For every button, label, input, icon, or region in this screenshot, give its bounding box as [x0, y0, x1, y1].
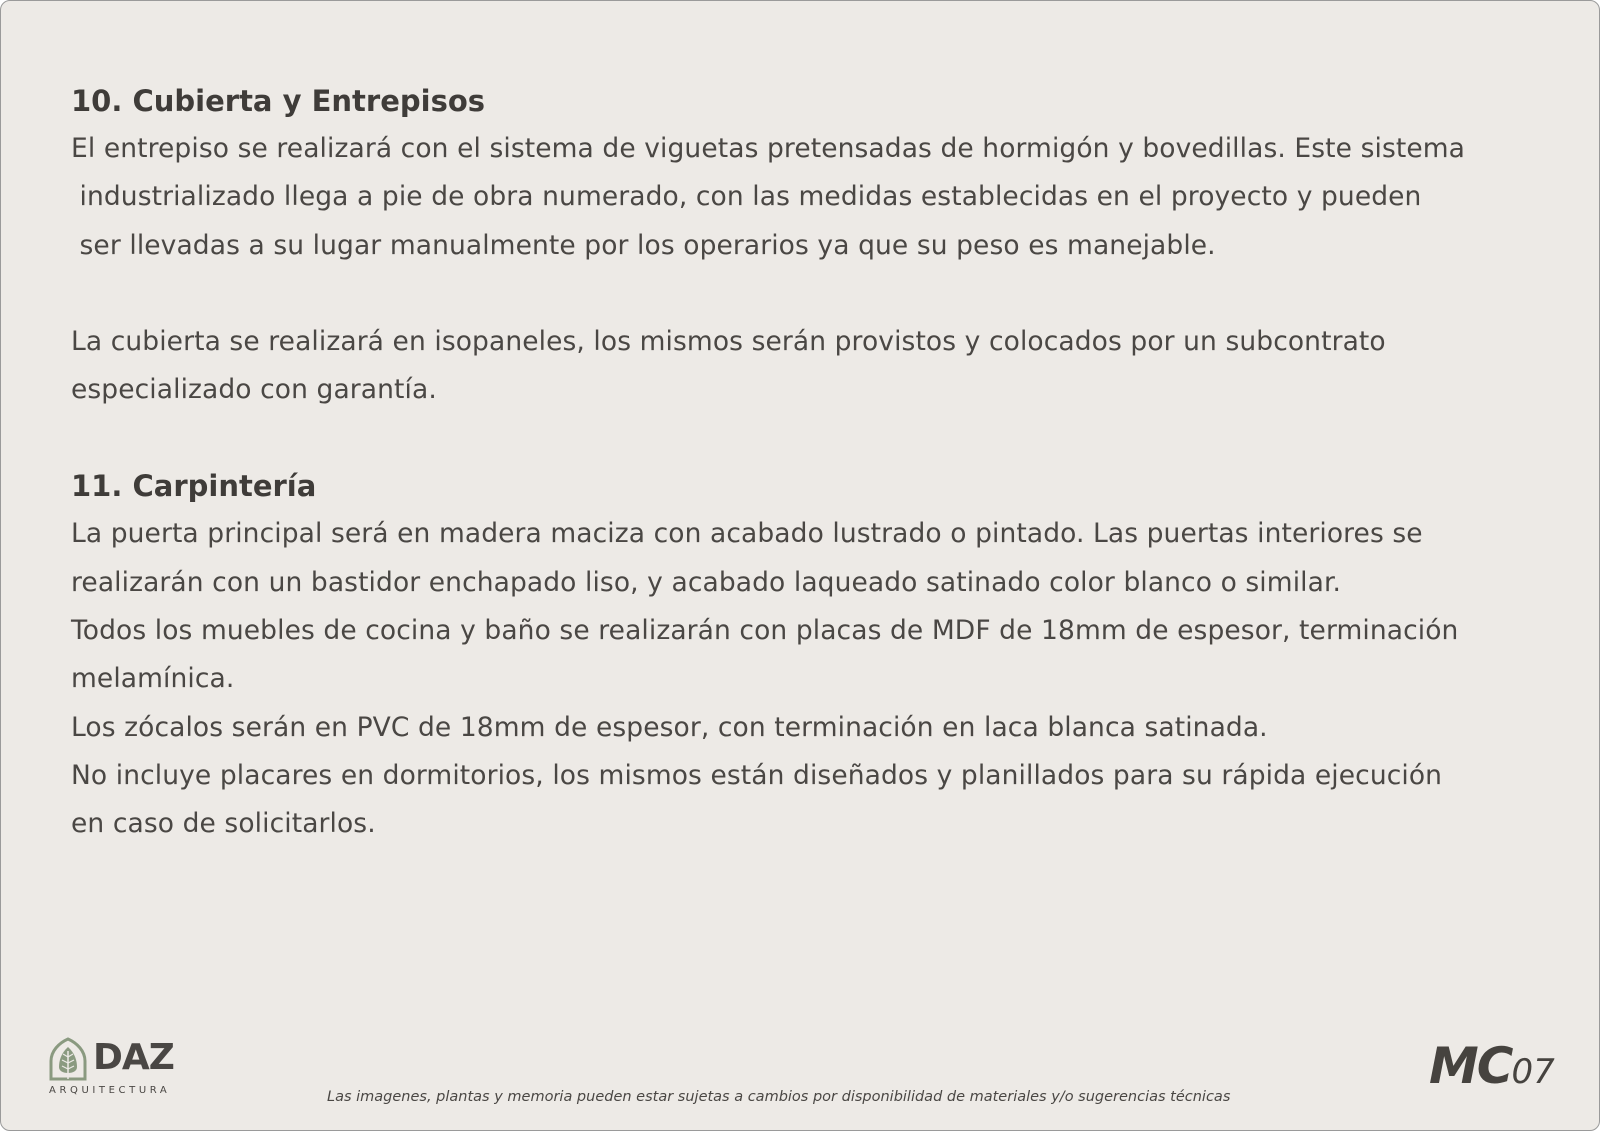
document-body — [71, 77, 1571, 849]
company-logo — [47, 1037, 187, 1099]
body-line: Los zócalos serán en PVC de 18mm de espesor, con terminación en laca blanca satinada. — [71, 711, 1268, 743]
leaf-house-icon — [47, 1037, 89, 1085]
body-line: especializado con garantía. — [71, 374, 437, 406]
page-number: 07 — [1511, 1052, 1555, 1092]
section-gap — [71, 414, 1571, 462]
logo-subtitle: ARQUITECTURA — [49, 1085, 171, 1096]
paragraph-gap — [71, 270, 1571, 318]
footer-disclaimer: Las imagenes, plantas y memoria pueden estar sujetas a cambios por disponibilidad de materiales y/o sugerencias técnicas — [327, 1089, 1231, 1105]
body-line: industrializado llega a pie de obra numerado, con las medidas establecidas en el proyecto y pueden — [71, 181, 1422, 213]
body-line: realizarán con un bastidor enchapado liso, y acabado laqueado satinado color blanco o similar. — [71, 566, 1342, 598]
section-title-carpinteria: 11. Carpintería — [71, 469, 317, 504]
body-line: melamínica. — [71, 663, 235, 695]
body-line: La puerta principal será en madera maciza con acabado lustrado o pintado. Las puertas interiores se — [71, 518, 1423, 550]
logo-wordmark: DAZ — [93, 1037, 174, 1078]
page-code — [1429, 1037, 1555, 1095]
body-line: El entrepiso se realizará con el sistema de viguetas pretensadas de hormigón y bovedillas. Este sistema — [71, 133, 1465, 164]
body-line: No incluye placares en dormitorios, los mismos están diseñados y planillados para su rápida ejecución — [71, 759, 1443, 791]
body-line: La cubierta se realizará en isopaneles, los mismos serán provistos y colocados por un subcontrato — [71, 325, 1386, 357]
body-line: ser llevadas a su lugar manualmente por los operarios ya que su peso es manejable. — [71, 229, 1216, 261]
section-title-cubierta: 10. Cubierta y Entrepisos — [71, 84, 486, 118]
body-line: en caso de solicitarlos. — [71, 808, 376, 840]
page-code-prefix: MC — [1429, 1037, 1512, 1095]
body-line: Todos los muebles de cocina y baño se realizarán con placas de MDF de 18mm de espesor, terminación — [71, 615, 1459, 647]
